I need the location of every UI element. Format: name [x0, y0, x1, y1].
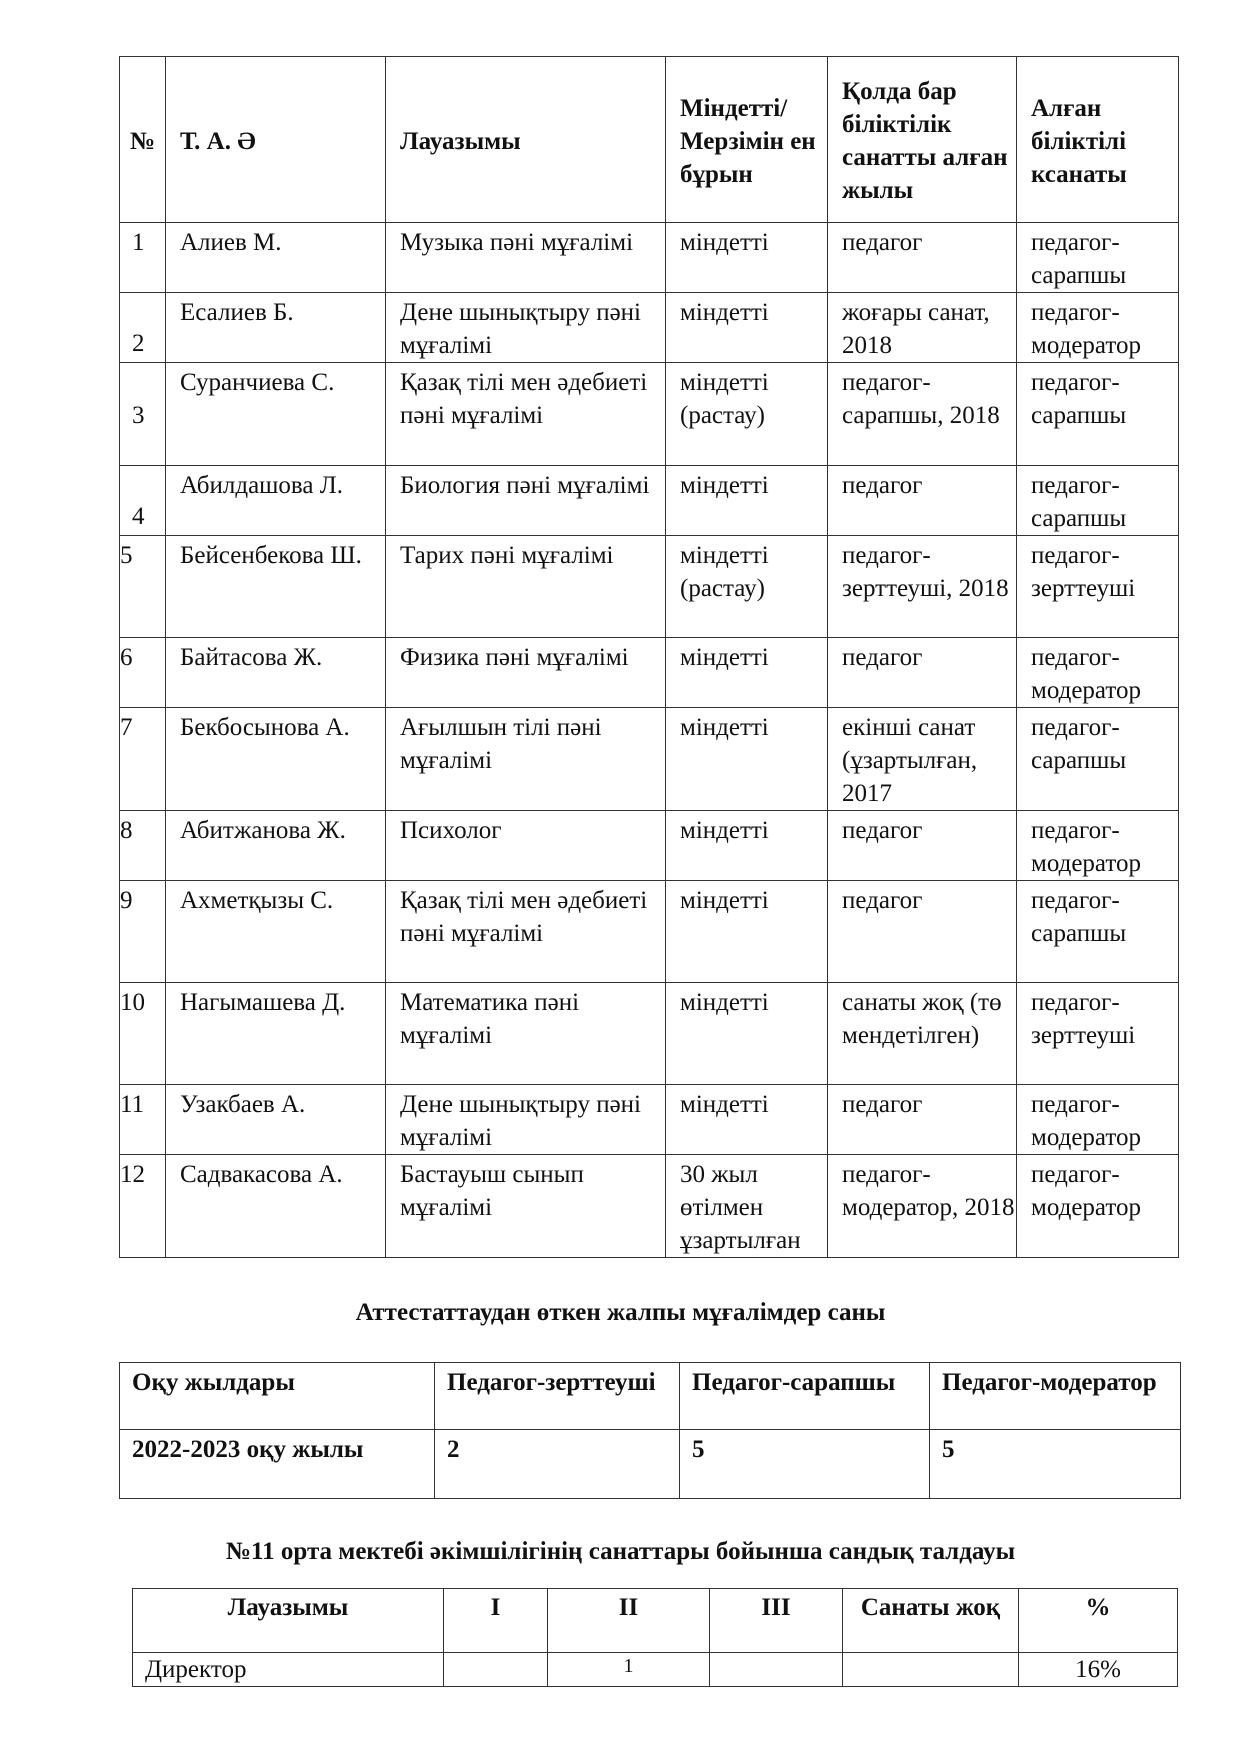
- row-position: Директор: [133, 1653, 444, 1687]
- row-number: 11: [120, 1085, 166, 1155]
- row-no-category: [843, 1653, 1019, 1687]
- row-number: 8: [120, 811, 166, 881]
- header-position: Лауазымы: [386, 57, 666, 223]
- table-header-row: [120, 1363, 1181, 1430]
- row-position: Биология пәні мұғалімі: [386, 466, 666, 536]
- row-name: Есалиев Б.: [166, 293, 386, 363]
- attestation-summary-table: [119, 1362, 1181, 1499]
- header-type: Міндетті/ Мерзімін ен бұрын: [666, 57, 828, 223]
- row-received-category: педагог-модератор: [1017, 1085, 1179, 1155]
- table-header-row: [133, 1589, 1178, 1653]
- row-type: міндетті: [666, 466, 828, 536]
- row-number: 9: [120, 881, 166, 983]
- row-name: Алиев М.: [166, 223, 386, 293]
- table-row: [120, 223, 1179, 293]
- row-name: Узакбаев А.: [166, 1085, 386, 1155]
- row-type: 30 жыл өтілмен ұзартылған: [666, 1155, 828, 1258]
- row-received-category: педагог-зерттеуші: [1017, 983, 1179, 1085]
- row-name: Байтасова Ж.: [166, 638, 386, 708]
- header-name: Т. А. Ә: [166, 57, 386, 223]
- row-name: Нагымашева Д.: [166, 983, 386, 1085]
- row-current-category: педагог: [828, 466, 1017, 536]
- row-name: Бейсенбекова Ш.: [166, 536, 386, 638]
- table-row: [120, 1085, 1179, 1155]
- row-received-category: педагог-модератор: [1017, 1155, 1179, 1258]
- row-number: 12: [120, 1155, 166, 1258]
- header-category-2: II: [548, 1589, 710, 1653]
- row-type: міндетті: [666, 638, 828, 708]
- row-type: міндетті: [666, 708, 828, 811]
- row-name: Садвакасова А.: [166, 1155, 386, 1258]
- row-number: 2: [120, 293, 166, 363]
- row-received-category: педагог-зерттеуші: [1017, 536, 1179, 638]
- table-row: [120, 1155, 1179, 1258]
- row-position: Дене шынықтыру пәні мұғалімі: [386, 1085, 666, 1155]
- row-number: 5: [120, 536, 166, 638]
- row-received-category: педагог-сарапшы: [1017, 466, 1179, 536]
- table-row: [120, 293, 1179, 363]
- row-type: міндетті (растау): [666, 363, 828, 466]
- administration-category-table: [132, 1588, 1178, 1687]
- row-position: Қазақ тілі мен әдебиеті пәні мұғалімі: [386, 363, 666, 466]
- row-received-category: педагог-модератор: [1017, 638, 1179, 708]
- row-type: міндетті: [666, 811, 828, 881]
- row-current-category: педагог-модератор, 2018: [828, 1155, 1017, 1258]
- row-number: 7: [120, 708, 166, 811]
- header-position: Лауазымы: [133, 1589, 444, 1653]
- table-header-row: [120, 57, 1179, 223]
- row-received-category: педагог-сарапшы: [1017, 223, 1179, 293]
- row-current-category: педагог: [828, 1085, 1017, 1155]
- table-row: [120, 536, 1179, 638]
- row-category-2: 1: [548, 1653, 710, 1687]
- row-current-category: педагог: [828, 638, 1017, 708]
- header-moderator: Педагог-модератор: [930, 1363, 1181, 1430]
- row-position: Дене шынықтыру пәні мұғалімі: [386, 293, 666, 363]
- row-current-category: педагог: [828, 811, 1017, 881]
- row-name: Бекбосынова А.: [166, 708, 386, 811]
- row-category-1: [444, 1653, 548, 1687]
- table-row: [133, 1653, 1178, 1687]
- row-current-category: педагог-сарапшы, 2018: [828, 363, 1017, 466]
- row-percent: 16%: [1019, 1653, 1178, 1687]
- row-position: Музыка пәні мұғалімі: [386, 223, 666, 293]
- row-received-category: педагог-модератор: [1017, 811, 1179, 881]
- row-current-category: педагог: [828, 881, 1017, 983]
- row-researcher-count: 2: [435, 1430, 680, 1499]
- header-number: №: [120, 57, 166, 223]
- header-received-category: Алған біліктілі ксанаты: [1017, 57, 1179, 223]
- row-name: Абитжанова Ж.: [166, 811, 386, 881]
- header-current-category: Қолда бар біліктілік санатты алған жылы: [828, 57, 1017, 223]
- row-type: міндетті: [666, 881, 828, 983]
- row-current-category: санаты жоқ (төмендетілген): [828, 983, 1017, 1085]
- row-position: Физика пәні мұғалімі: [386, 638, 666, 708]
- table-row: [120, 983, 1179, 1085]
- table-row: [120, 811, 1179, 881]
- row-position: Математика пәні мұғалімі: [386, 983, 666, 1085]
- row-current-category: екінші санат (ұзартылған, 2017: [828, 708, 1017, 811]
- row-position: Бастауыш сынып мұғалімі: [386, 1155, 666, 1258]
- row-received-category: педагог-сарапшы: [1017, 708, 1179, 811]
- header-expert: Педагог-сарапшы: [680, 1363, 930, 1430]
- row-expert-count: 5: [680, 1430, 930, 1499]
- row-name: Абилдашова Л.: [166, 466, 386, 536]
- header-category-3: III: [710, 1589, 843, 1653]
- table-row: [120, 363, 1179, 466]
- section-heading-attestation-summary: Аттестаттаудан өткен жалпы мұғалімдер саны: [355, 1299, 886, 1326]
- row-current-category: педагог-зерттеуші, 2018: [828, 536, 1017, 638]
- row-current-category: педагог: [828, 223, 1017, 293]
- header-no-category: Санаты жоқ: [843, 1589, 1019, 1653]
- row-received-category: педагог-сарапшы: [1017, 363, 1179, 466]
- row-number: 6: [120, 638, 166, 708]
- row-number: 3: [120, 363, 166, 466]
- row-moderator-count: 5: [930, 1430, 1181, 1499]
- row-type: міндетті: [666, 1085, 828, 1155]
- table-row: [120, 881, 1179, 983]
- header-academic-year: Оқу жылдары: [120, 1363, 435, 1430]
- table-row: [120, 1430, 1181, 1499]
- header-category-1: I: [444, 1589, 548, 1653]
- row-type: міндетті (растау): [666, 536, 828, 638]
- row-type: міндетті: [666, 223, 828, 293]
- table-row: [120, 638, 1179, 708]
- row-received-category: педагог-модератор: [1017, 293, 1179, 363]
- table-row: [120, 466, 1179, 536]
- row-category-3: [710, 1653, 843, 1687]
- header-percent: %: [1019, 1589, 1178, 1653]
- row-type: міндетті: [666, 983, 828, 1085]
- row-type: міндетті: [666, 293, 828, 363]
- row-number: 10: [120, 983, 166, 1085]
- row-number: 1: [120, 223, 166, 293]
- row-received-category: педагог-сарапшы: [1017, 881, 1179, 983]
- header-researcher: Педагог-зерттеуші: [435, 1363, 680, 1430]
- row-position: Психолог: [386, 811, 666, 881]
- row-name: Ахметқызы С.: [166, 881, 386, 983]
- row-current-category: жоғары санат, 2018: [828, 293, 1017, 363]
- section-heading-administration-analysis: №11 орта мектебі әкімшілігінің санаттары бойынша сандық талдауы: [225, 1538, 1016, 1565]
- row-academic-year: 2022-2023 оқу жылы: [120, 1430, 435, 1499]
- row-position: Ағылшын тілі пәні мұғалімі: [386, 708, 666, 811]
- row-position: Қазақ тілі мен әдебиеті пәні мұғалімі: [386, 881, 666, 983]
- attestation-table: [119, 56, 1179, 1258]
- row-position: Тарих пәні мұғалімі: [386, 536, 666, 638]
- table-row: [120, 708, 1179, 811]
- row-number: 4: [120, 466, 166, 536]
- row-name: Суранчиева С.: [166, 363, 386, 466]
